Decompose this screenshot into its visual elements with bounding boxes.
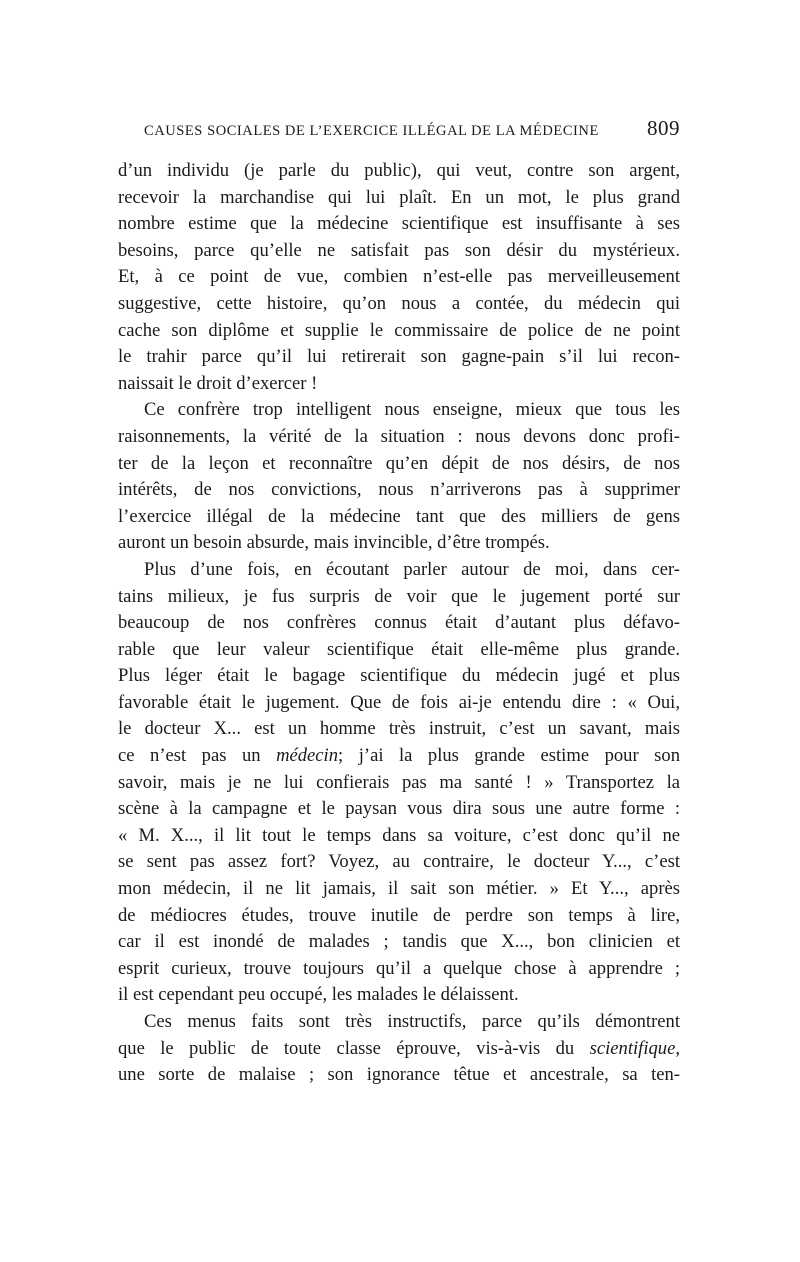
text-line: favorable était le jugement. Que de fois ai-je entendu dire : « Oui, — [118, 691, 680, 713]
text-line: se sent pas assez fort? Voyez, au contraire, le docteur Y..., c’est — [118, 851, 680, 873]
text-line: Plus d’une fois, en écoutant parler autour de moi, dans cer- — [144, 558, 680, 580]
text-line: besoins, parce qu’elle ne satisfait pas son désir du mystérieux. — [118, 239, 680, 261]
text-segment: que le public de toute classe éprouve, vis-à-vis du — [118, 1037, 590, 1059]
text-line: tains milieux, je fus surpris de voir que le jugement porté sur — [118, 585, 680, 607]
text-segment: , — [675, 1037, 680, 1059]
text-line: de médiocres études, trouve inutile de perdre son temps à lire, — [118, 904, 680, 926]
running-head — [118, 116, 680, 156]
book-page — [118, 116, 680, 1089]
text-line: auront un besoin absurde, mais invincible, d’être trompés. — [118, 532, 550, 554]
text-line: nombre estime que la médecine scientifique est insuffisante à ses — [118, 213, 680, 235]
italic-word: scientifique — [589, 1037, 676, 1059]
text-line: « M. X..., il lit tout le temps dans sa voiture, c’est donc qu’il ne — [118, 824, 680, 846]
text-line: scène à la campagne et le paysan vous dira sous une autre forme : — [118, 798, 680, 820]
text-line: intérêts, de nos convictions, nous n’arriverons pas à supprimer — [118, 479, 680, 501]
text-line: une sorte de malaise ; son ignorance têtue et ancestrale, sa ten- — [118, 1064, 680, 1086]
text-line: le docteur X... est un homme très instruit, c’est un savant, mais — [118, 718, 680, 740]
text-line: Et, à ce point de vue, combien n’est-elle pas merveilleusement — [118, 266, 680, 288]
text-line: rable que leur valeur scientifique était elle-même plus grande. — [118, 638, 680, 660]
text-line: Ces menus faits sont très instructifs, parce qu’ils démontrent — [144, 1011, 680, 1032]
text-line: Plus léger était le bagage scientifique du médecin jugé et plus — [118, 665, 680, 687]
italic-word: médecin — [276, 745, 339, 767]
text-segment: ; j’ai la plus grande estime pour son — [338, 745, 680, 767]
text-line: il est cependant peu occupé, les malades le délaissent. — [118, 984, 519, 1006]
text-line: naissait le droit d’exercer ! — [118, 372, 318, 394]
page-number: 809 — [647, 116, 680, 140]
text-line — [118, 1036, 680, 1063]
text-line: cache son diplôme et supplie le commissaire de police de ne point — [118, 319, 680, 341]
text-line: mon médecin, il ne lit jamais, il sait son métier. » Et Y..., après — [118, 878, 680, 900]
text-line — [118, 743, 680, 770]
text-line: car il est inondé de malades ; tandis que X..., bon clinicien et — [118, 931, 680, 953]
running-title: CAUSES SOCIALES DE L’EXERCICE ILLÉGAL DE LA MÉDECINE — [144, 123, 599, 139]
text-line: ter de la leçon et reconnaître qu’en dépit de nos désirs, de nos — [118, 452, 680, 474]
text-line: beaucoup de nos confrères connus était d’autant plus défavo- — [118, 612, 680, 634]
text-line: savoir, mais je ne lui confierais pas ma santé ! » Transportez la — [118, 771, 680, 793]
text-line: le trahir parce qu’il lui retirerait son gagne-pain s’il lui recon- — [118, 346, 680, 368]
text-line: esprit curieux, trouve toujours qu’il a quelque chose à apprendre ; — [118, 957, 680, 979]
text-line: suggestive, cette histoire, qu’on nous a contée, du médecin qui — [118, 292, 680, 314]
text-line: recevoir la marchandise qui lui plaît. En un mot, le plus grand — [118, 186, 680, 208]
text-line: raisonnements, la vérité de la situation : nous devons donc profi- — [118, 425, 680, 447]
text-line: Ce confrère trop intelligent nous enseigne, mieux que tous les — [144, 399, 680, 421]
body-text — [118, 158, 680, 1089]
text-segment: ce n’est pas un — [118, 745, 277, 767]
text-line: l’exercice illégal de la médecine tant que des milliers de gens — [118, 505, 680, 527]
text-line: d’un individu (je parle du public), qui veut, contre son argent, — [118, 160, 680, 181]
